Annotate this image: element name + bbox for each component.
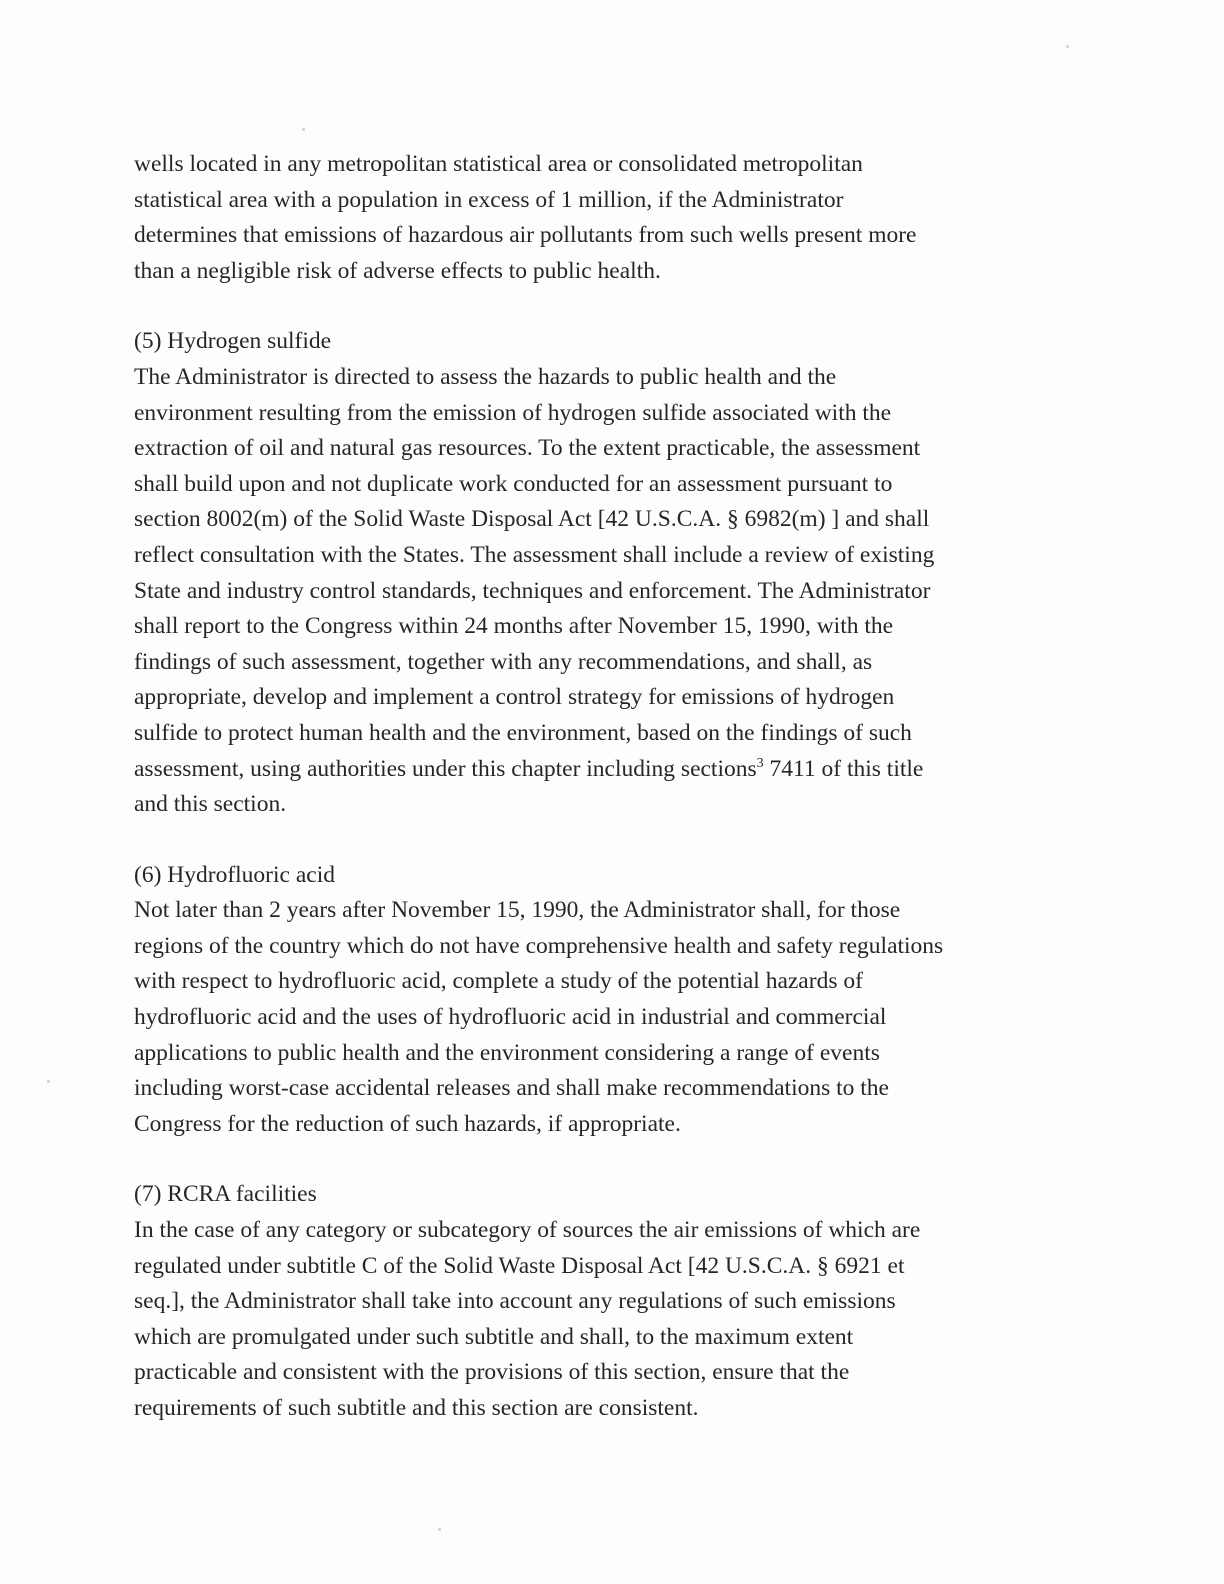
section-rcra-facilities: [134, 1177, 1069, 1426]
scan-speck: [438, 1528, 441, 1531]
section-heading: (7) RCRA facilities: [134, 1181, 317, 1208]
section-heading: (5) Hydrogen sulfide: [134, 328, 332, 355]
section-body: Not later than 2 years after November 15, 1990, the Administrator shall, for those regions of the country which do not have comprehensive health and safety regulations with respect to hydrofluoric acid, complete a study of the potential hazards of hydrofluoric acid and the uses of hydrofluoric acid in industrial and commercial applications to public health and the environment considering a range of events including worst-case accidental releases and shall make recommendations to the Congress for the reduction of such hazards, if appropriate.: [134, 897, 944, 1137]
section-body: [134, 360, 1069, 823]
scan-speck: [1066, 45, 1069, 48]
section-body-text-continued: 7411 of this title and this section.: [134, 755, 924, 818]
section-hydrofluoric-acid: [134, 858, 1069, 1143]
footnote-marker: 3: [756, 755, 764, 771]
section-heading: (6) Hydrofluoric acid: [134, 861, 335, 888]
section-body-text: The Administrator is directed to assess the hazards to public health and the environment resulting from the emission of hydrogen sulfide associated with the extraction of oil and natural gas resources. To the extent practicable, the assessment shall build upon and not duplicate work conducted for an assessment pursuant to section 8002(m) of the Solid Waste Disposal Act [42 U.S.C.A. § 6982(m) ] and shall reflect consultation with the States. The assessment shall include a review of existing State and industry control standards, techniques and enforcement. The Administrator shall report to the Congress within 24 months after November 15, 1990, with the findings of such assessment, together with any recommendations, and shall, as appropriate, develop and implement a control strategy for emissions of hydrogen sulfide to protect human health and the environment, based on the findings of such assessment, using authorities under this chapter including sections: [134, 363, 935, 782]
scan-speck: [302, 128, 305, 131]
section-hydrogen-sulfide: [134, 324, 1069, 822]
intro-paragraph: wells located in any metropolitan statistical area or consolidated metropolitan statistical area with a population in excess of 1 million, if the Administrator determines that emissions of hazardous air pollutants from such wells present more than a negligible risk of adverse effects to public health.: [134, 151, 917, 284]
document-body: [134, 147, 1069, 1427]
section-body: In the case of any category or subcategory of sources the air emissions of which are regulated under subtitle C of the Solid Waste Disposal Act [42 U.S.C.A. § 6921 et seq.], the Administrator shall take into account any regulations of such emissions which are promulgated under such subtitle and shall, to the maximum extent practicable and consistent with the provisions of this section, ensure that the requirements of such subtitle and this section are consistent.: [134, 1217, 921, 1421]
scan-speck: [47, 1080, 50, 1083]
